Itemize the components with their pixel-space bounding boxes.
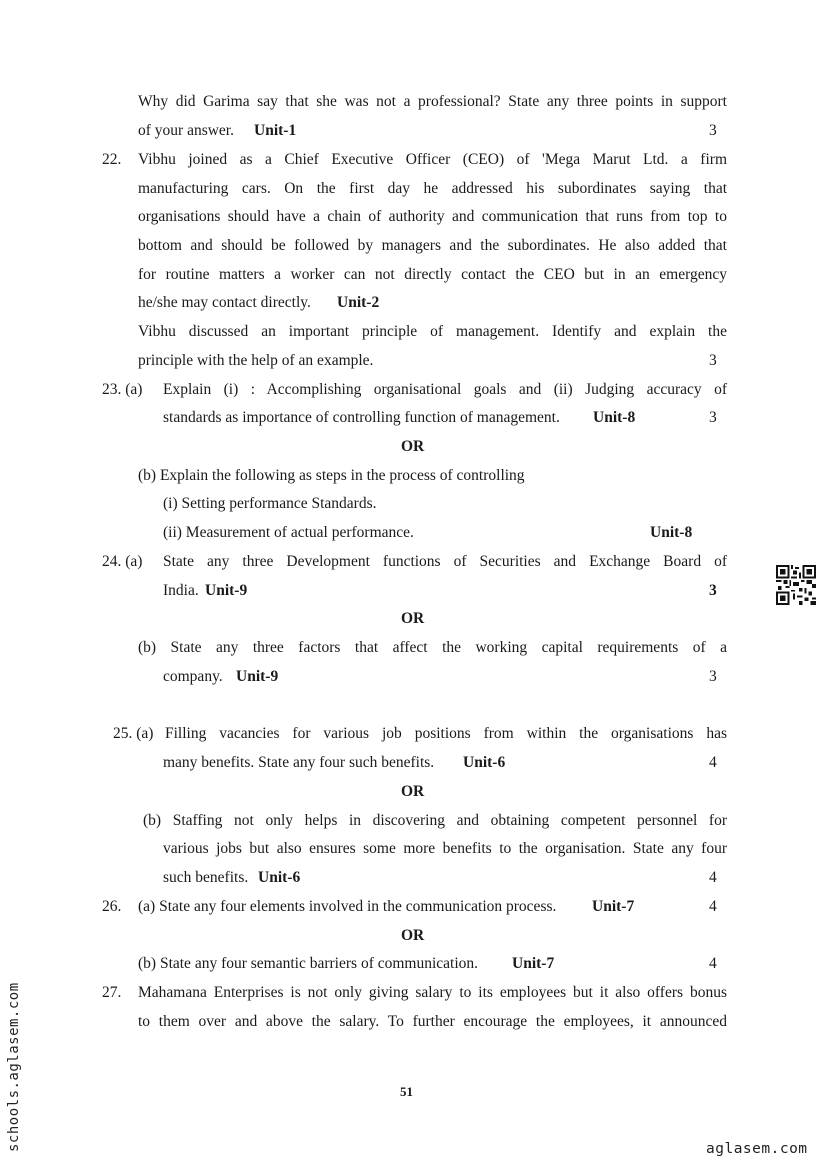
or-separator: OR (401, 438, 425, 455)
question-22-line-8: principle with the help of an example. (138, 352, 374, 369)
page-number: 51 (400, 1084, 413, 1099)
question-23-number: 23. (a) (102, 381, 143, 398)
question-22-line-5: for routine matters a worker can not directly contact the CEO but in an emergency (138, 266, 727, 283)
question-24b-unit: Unit-9 (236, 668, 279, 685)
question-22-line-2: manufacturing cars. On the first day he addressed his subordinates saying that (138, 180, 727, 197)
question-21-marks: 3 (709, 122, 717, 139)
question-25b-line-3: such benefits. (163, 869, 249, 886)
question-21-text-line-2: of your answer. (138, 122, 234, 139)
question-22-number: 22. (102, 151, 122, 168)
or-separator: OR (401, 783, 425, 800)
question-24a-unit: Unit-9 (205, 582, 248, 599)
question-27-line-2: to them over and above the salary. To further encourage the employees, it announced (138, 1013, 727, 1030)
question-25b-unit: Unit-6 (258, 869, 301, 886)
question-25a-line-2: many benefits. State any four such benefits. (163, 754, 435, 771)
question-22-marks: 3 (709, 352, 717, 369)
question-25-number: 25. (a) (113, 725, 154, 742)
or-separator: OR (401, 610, 425, 627)
question-27-number: 27. (102, 984, 122, 1001)
question-22-unit: Unit-2 (337, 294, 380, 311)
question-26b-marks: 4 (709, 955, 717, 972)
question-25a-unit: Unit-6 (463, 754, 506, 771)
question-25a-marks: 4 (709, 754, 717, 771)
question-21-unit: Unit-1 (254, 122, 297, 139)
question-26b-unit: Unit-7 (512, 955, 555, 972)
question-22-line-3: organisations should have a chain of authority and communication that runs from top to (138, 208, 727, 225)
or-separator: OR (401, 927, 425, 944)
question-22-line-1: Vibhu joined as a Chief Executive Officer (CEO) of 'Mega Marut Ltd. a firm (138, 151, 727, 168)
question-24a-line-2: India. (163, 582, 199, 599)
question-25b-line-1: (b) Staffing not only helps in discovering and obtaining competent personnel for (143, 812, 727, 829)
question-26a-unit: Unit-7 (592, 898, 635, 915)
question-25a-line-1: Filling vacancies for various job positions from within the organisations has (165, 725, 727, 742)
question-24-number: 24. (a) (102, 553, 143, 570)
side-watermark: schools.aglasem.com (6, 982, 22, 1152)
question-27-line-1: Mahamana Enterprises is not only giving salary to its employees but it also offers bonus (138, 984, 727, 1001)
qr-code-icon (776, 565, 816, 605)
question-24b-line-1: (b) State any three factors that affect the working capital requirements of a (138, 639, 727, 656)
question-23b-item-i: (i) Setting performance Standards. (163, 495, 377, 512)
question-25b-marks: 4 (709, 869, 717, 886)
question-25b-line-2: various jobs but also ensures some more benefits to the organisation. State any four (163, 840, 727, 857)
question-24b-line-2: company. (163, 668, 223, 685)
question-23b-unit: Unit-8 (650, 524, 693, 541)
question-23a-line-1: Explain (i) : Accomplishing organisational goals and (ii) Judging accuracy of (163, 381, 727, 398)
question-22-line-7: Vibhu discussed an important principle of management. Identify and explain the (138, 323, 727, 340)
question-23a-marks: 3 (709, 409, 717, 426)
question-22-line-4: bottom and should be followed by managers and the subordinates. He also added that (138, 237, 727, 254)
question-26a-marks: 4 (709, 898, 717, 915)
bottom-watermark: aglasem.com (706, 1141, 808, 1157)
question-24a-marks: 3 (709, 582, 717, 599)
question-24a-line-1: State any three Development functions of Securities and Exchange Board of (163, 553, 727, 570)
question-26a-line-1: (a) State any four elements involved in the communication process. (138, 898, 557, 915)
question-21-text-line-1: Why did Garima say that she was not a professional? State any three points in support (138, 93, 727, 110)
question-22-line-6: he/she may contact directly. (138, 294, 311, 311)
question-24b-marks: 3 (709, 668, 717, 685)
question-26b-line-1: (b) State any four semantic barriers of communication. (138, 955, 479, 972)
question-23b-line-1: (b) Explain the following as steps in the process of controlling (138, 467, 525, 484)
question-23a-unit: Unit-8 (593, 409, 636, 426)
question-26-number: 26. (102, 898, 122, 915)
question-23b-item-ii: (ii) Measurement of actual performance. (163, 524, 414, 541)
question-23a-line-2: standards as importance of controlling function of management. (163, 409, 560, 426)
